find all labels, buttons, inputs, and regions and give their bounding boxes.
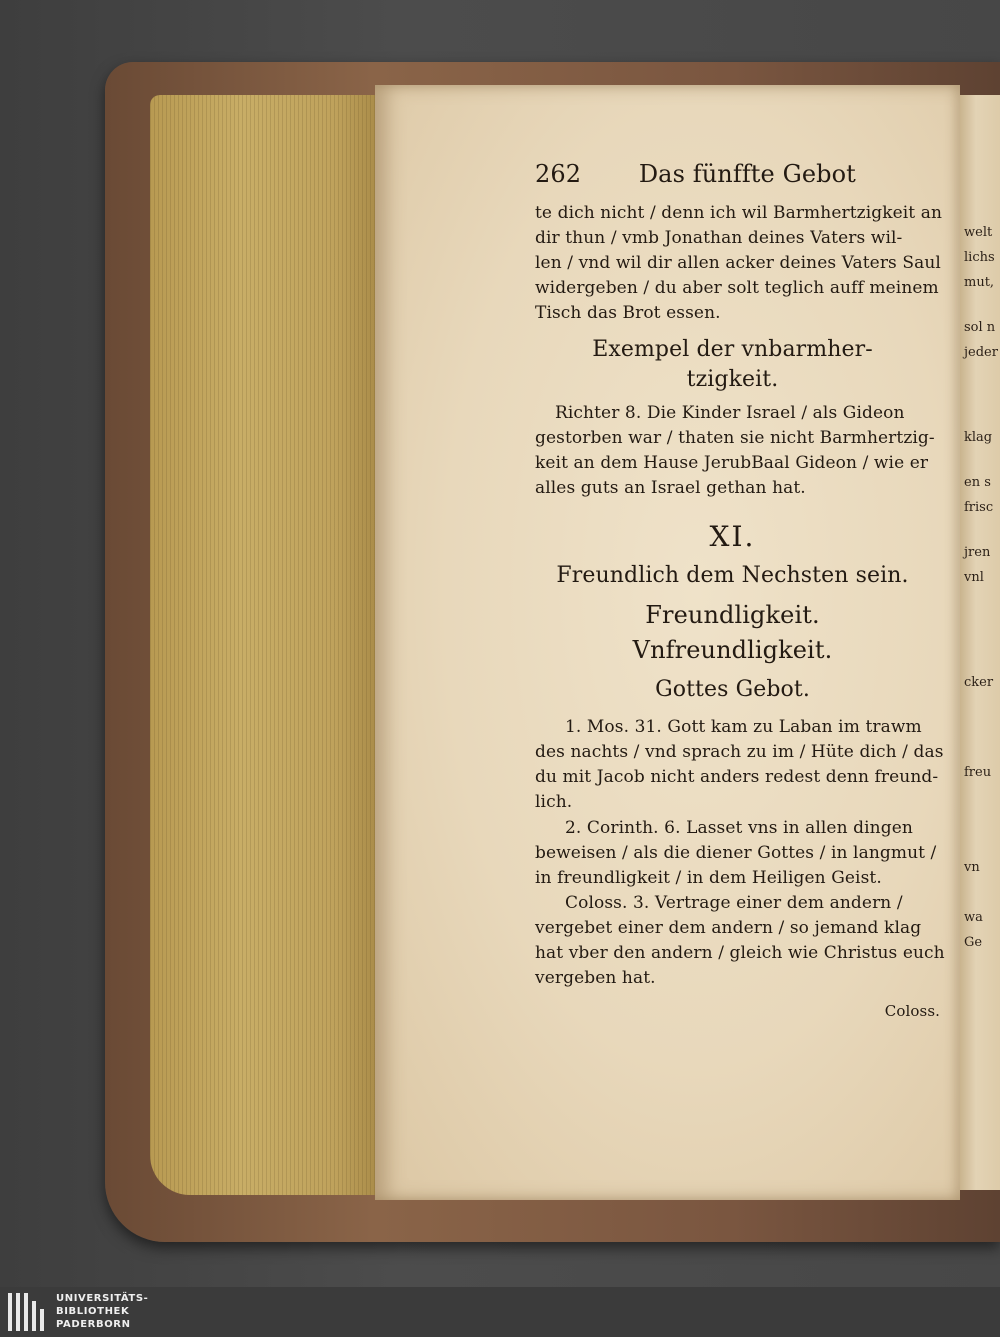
text-line: 2. Corinth. 6. Lasset vns in allen dingen (565, 818, 913, 838)
next-page-fragment: wa (964, 910, 983, 925)
next-page-edge (960, 95, 1000, 1190)
next-page-fragment: frisc (964, 500, 994, 515)
next-page-fragment: mut, (964, 275, 995, 290)
text-line: 1. Mos. 31. Gott kam zu Laban im trawm (565, 717, 922, 737)
text-line: te dich nicht / denn ich wil Barmhertzigkeit an (535, 203, 943, 223)
text-line: du mit Jacob nicht anders redest denn freund- (535, 767, 939, 787)
text-line: des nachts / vnd sprach zu im / Hüte dich / das (535, 742, 944, 762)
page-number: 262 (535, 160, 582, 188)
text-line: len / vnd wil dir allen acker deines Vaters Saul (535, 253, 941, 273)
text-line: hat vber den andern / gleich wie Christus euch (535, 943, 945, 963)
next-page-fragment: welt (964, 225, 993, 240)
page-edges (150, 95, 380, 1195)
library-footer (0, 1287, 1000, 1337)
text-line: vergebet einer dem andern / so jemand klag (535, 918, 922, 938)
section-title: Freundlich dem Nechsten sein. (556, 563, 909, 588)
next-page-fragment: jeder (964, 345, 998, 360)
next-page-fragment: en s (964, 475, 991, 490)
book-page (375, 85, 960, 1200)
text-line: Richter 8. Die Kinder Israel / als Gideon (555, 403, 905, 423)
text-line: keit an dem Hause JerubBaal Gideon / wie er (535, 453, 929, 473)
running-head-title: Das fünffte Gebot (638, 160, 856, 188)
next-page-fragment: vn (964, 860, 980, 875)
next-page-fragment: freu (964, 765, 992, 780)
next-page-fragment: Ge (964, 935, 983, 950)
subheading-gottes-gebot: Gottes Gebot. (655, 677, 810, 702)
heading-exempel: Exempel der vnbarmher- (592, 337, 873, 362)
library-logo-icon (8, 1293, 48, 1331)
text-line: gestorben war / thaten sie nicht Barmhertzig- (535, 428, 935, 448)
heading-exempel-cont: tzigkeit. (686, 367, 779, 392)
next-page-fragment: klag (964, 430, 993, 445)
text-line: alles guts an Israel gethan hat. (535, 478, 806, 498)
text-line: lich. (535, 792, 573, 812)
next-page-fragment: jren (964, 545, 991, 560)
library-name-line3: PADERBORN (56, 1319, 131, 1330)
text-line: dir thun / vmb Jonathan deines Vaters wil- (535, 228, 903, 248)
subheading-vnfreundligkeit: Vnfreundligkeit. (632, 636, 833, 664)
next-page-fragment: lichs (964, 250, 995, 265)
text-line: beweisen / als die diener Gottes / in langmut / (535, 843, 937, 863)
text-line: Tisch das Brot essen. (535, 303, 721, 323)
subheading-freundligkeit: Freundligkeit. (645, 601, 820, 629)
catchword: Coloss. (884, 1002, 940, 1020)
next-page-fragment: vnl (964, 570, 984, 585)
text-line: Coloss. 3. Vertrage einer dem andern / (565, 893, 903, 913)
running-head (535, 160, 955, 188)
library-name-line2: BIBLIOTHEK (56, 1306, 130, 1317)
section-number: XI. (709, 520, 756, 553)
text-line: widergeben / du aber solt teglich auff meinem (535, 278, 939, 298)
next-page-fragment: cker (964, 675, 994, 690)
next-page-fragment: sol n (964, 320, 996, 335)
text-line: vergeben hat. (535, 968, 656, 988)
text-line: in freundligkeit / in dem Heiligen Geist. (535, 868, 882, 888)
library-name-line1: UNIVERSITÄTS- (56, 1293, 149, 1304)
